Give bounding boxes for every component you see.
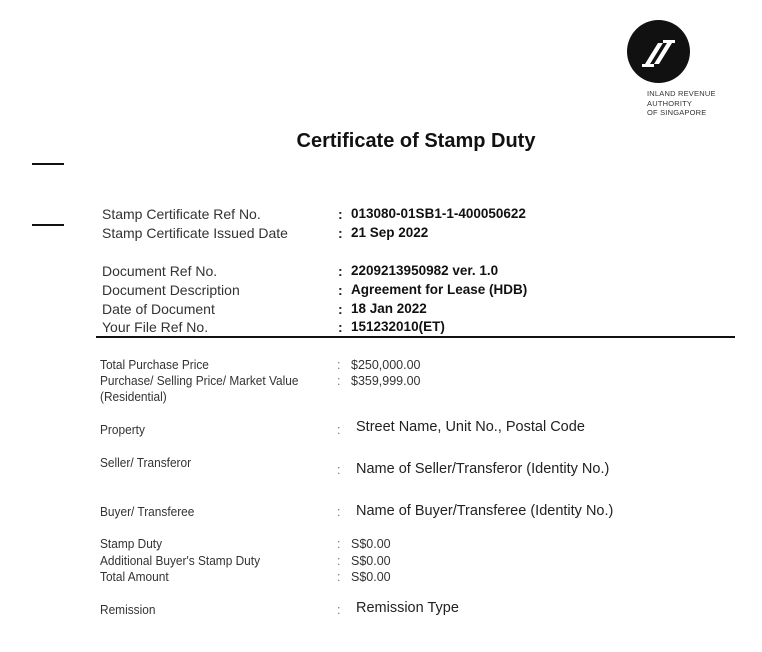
buyer-value: Name of Buyer/Transferee (Identity No.) <box>356 503 614 519</box>
cert-ref-label: Stamp Certificate Ref No. <box>102 206 261 222</box>
colon: : <box>337 423 341 437</box>
colon: : <box>337 463 341 477</box>
page-title: Certificate of Stamp Duty <box>296 130 536 152</box>
colon: : <box>338 319 343 335</box>
doc-date-value: 18 Jan 2022 <box>351 301 427 316</box>
doc-ref-label: Document Ref No. <box>102 263 218 279</box>
colon: : <box>337 603 341 617</box>
org-line-3: OF SINGAPORE <box>647 108 707 117</box>
cert-date-value: 21 Sep 2022 <box>351 225 429 240</box>
remission-value: Remission Type <box>356 600 459 616</box>
market-value-value: $359,999.00 <box>351 374 421 388</box>
iras-logo-icon <box>627 20 690 83</box>
colon: : <box>338 301 343 317</box>
seller-value: Name of Seller/Transferor (Identity No.) <box>356 461 610 477</box>
colon: : <box>338 263 343 279</box>
org-line-2: AUTHORITY <box>647 98 693 108</box>
colon: : <box>337 570 341 584</box>
doc-desc-value: Agreement for Lease (HDB) <box>351 282 528 297</box>
stamp-duty-label: Stamp Duty <box>100 537 163 551</box>
colon: : <box>337 505 341 519</box>
doc-ref-value: 2209213950982 ver. 1.0 <box>351 263 499 278</box>
colon: : <box>337 358 341 372</box>
total-amount-value: S$0.00 <box>351 570 391 584</box>
colon: : <box>337 374 341 388</box>
file-ref-value: 151232010(ET) <box>351 319 445 334</box>
colon: : <box>338 206 343 222</box>
section-divider <box>96 336 735 338</box>
colon: : <box>337 554 341 568</box>
cert-date-label: Stamp Certificate Issued Date <box>102 225 288 241</box>
total-price-label: Total Purchase Price <box>100 358 209 372</box>
market-value-label: Purchase/ Selling Price/ Market Value <box>100 374 299 388</box>
margin-mark-1 <box>32 163 64 165</box>
stamp-duty-value: S$0.00 <box>351 537 391 551</box>
market-value-label-2: (Residential) <box>100 390 167 404</box>
cert-ref-value: 013080-01SB1-1-400050622 <box>351 206 526 221</box>
property-value: Street Name, Unit No., Postal Code <box>356 419 585 435</box>
absd-value: S$0.00 <box>351 554 391 568</box>
absd-label: Additional Buyer's Stamp Duty <box>100 554 261 568</box>
total-price-value: $250,000.00 <box>351 358 421 372</box>
org-name <box>647 89 716 118</box>
margin-mark-2 <box>32 224 64 226</box>
total-amount-label: Total Amount <box>100 570 169 584</box>
remission-label: Remission <box>100 603 156 617</box>
doc-date-label: Date of Document <box>102 301 215 317</box>
file-ref-label: Your File Ref No. <box>102 319 209 335</box>
org-line-1: INLAND REVENUE <box>647 89 716 98</box>
colon: : <box>337 537 341 551</box>
property-label: Property <box>100 423 145 437</box>
colon: : <box>338 282 343 298</box>
seller-label: Seller/ Transferor <box>100 456 192 470</box>
colon: : <box>338 225 343 241</box>
buyer-label: Buyer/ Transferee <box>100 505 195 519</box>
doc-desc-label: Document Description <box>102 282 240 298</box>
